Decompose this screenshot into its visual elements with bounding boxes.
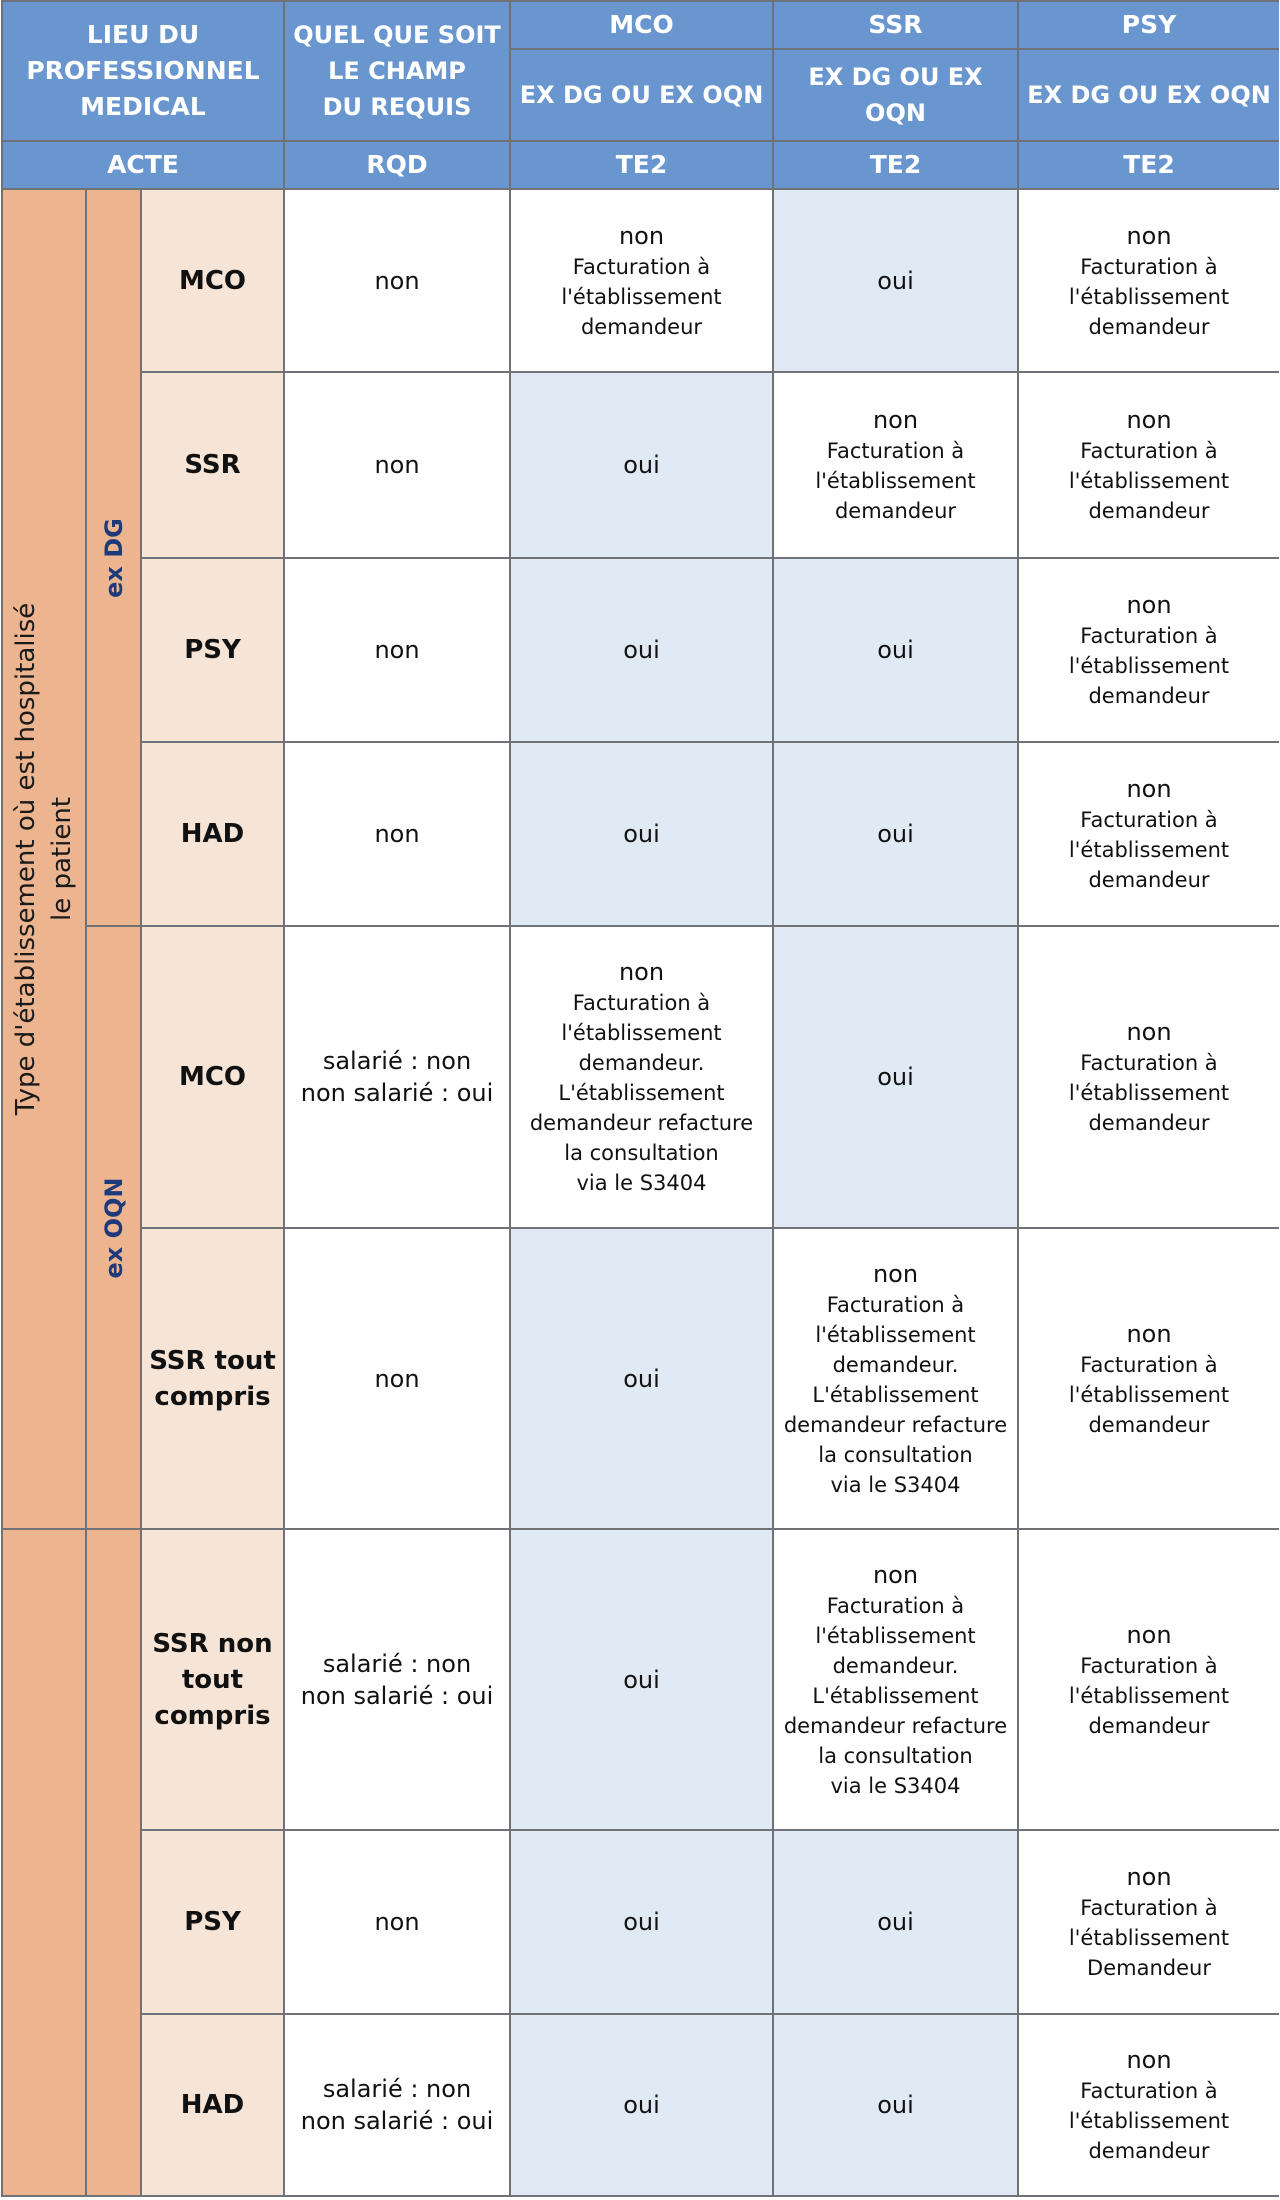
- table-row: [2, 1529, 1279, 1830]
- te2-psy-main: non: [1126, 591, 1172, 619]
- ex-dg-label: ex DG: [99, 517, 128, 598]
- te2-psy-detail: Facturation à l'établissement demandeur: [1068, 254, 1230, 339]
- te2-psy-cell: [1018, 2014, 1279, 2196]
- te2-ssr-main: non: [872, 1560, 919, 1589]
- te2-ssr-main: oui: [877, 820, 914, 848]
- te2-psy-main: non: [1126, 775, 1172, 803]
- te2-ssr-main: non: [872, 1259, 919, 1288]
- te2-mco-main: oui: [623, 1908, 660, 1936]
- te2-mco-cell: [510, 372, 773, 558]
- header-quel: QUEL QUE SOIT LE CHAMP DU REQUIS: [284, 1, 510, 141]
- ex-dg-cell: [86, 189, 141, 926]
- rqd-cell: non: [284, 1830, 510, 2014]
- te2-ssr-main: non: [872, 406, 919, 434]
- te2-ssr-main: oui: [877, 266, 914, 295]
- te2-mco-detail: Facturation à l'établissement demandeur: [561, 254, 722, 339]
- te2-psy-main: non: [1126, 1620, 1172, 1649]
- table-row: [2, 926, 1279, 1228]
- header-te2-mco: TE2: [510, 141, 773, 189]
- te2-psy-cell: [1018, 372, 1279, 558]
- te2-ssr-main: oui: [877, 636, 914, 664]
- te2-ssr-cell: [773, 926, 1018, 1228]
- type-empty-cell: [2, 1529, 86, 1830]
- te2-psy-main: non: [1126, 1863, 1172, 1891]
- header-acte: ACTE: [2, 141, 284, 189]
- te2-ssr-cell: [773, 742, 1018, 926]
- ex-oqn-cell: [86, 926, 141, 1529]
- rqd-cell: non: [284, 558, 510, 742]
- header-row-1: [2, 1, 1279, 49]
- te2-mco-cell: [510, 926, 773, 1228]
- table-row: [2, 1830, 1279, 2014]
- header-ssr-sub: EX DG OU EX OQN: [773, 49, 1018, 141]
- te2-mco-main: oui: [623, 451, 660, 479]
- header-mco-sub: EX DG OU EX OQN: [510, 49, 773, 141]
- te2-mco-main: oui: [623, 820, 660, 848]
- rqd-cell: salarié : non non salarié : oui: [284, 1529, 510, 1830]
- te2-mco-cell: [510, 742, 773, 926]
- ex-oqn-label: ex OQN: [99, 1176, 128, 1279]
- te2-ssr-cell: [773, 372, 1018, 558]
- rqd-cell: non: [284, 742, 510, 926]
- header-te2-ssr: TE2: [773, 141, 1018, 189]
- table-row: [2, 2014, 1279, 2196]
- header-rqd: RQD: [284, 141, 510, 189]
- header-te2-psy: TE2: [1018, 141, 1279, 189]
- te2-psy-cell: [1018, 1529, 1279, 1830]
- te2-psy-detail: Facturation à l'établissement demandeur: [1068, 808, 1230, 892]
- rqd-cell: non: [284, 189, 510, 372]
- te2-mco-cell: [510, 1529, 773, 1830]
- te2-ssr-cell: [773, 1529, 1018, 1830]
- te2-ssr-cell: [773, 2014, 1018, 2196]
- rqd-cell: salarié : non non salarié : oui: [284, 2014, 510, 2196]
- header-psy-sub: EX DG OU EX OQN: [1018, 49, 1279, 141]
- te2-ssr-main: oui: [877, 1908, 914, 1936]
- te2-psy-detail: Facturation à l'établissement demandeur: [1068, 1653, 1230, 1738]
- te2-psy-cell: [1018, 1228, 1279, 1529]
- te2-ssr-main: oui: [877, 1063, 914, 1091]
- te2-mco-detail: Facturation à l'établissement demandeur. L'établissement demandeur refacture la consultation via le S3404: [529, 991, 754, 1195]
- te2-mco-main: non: [618, 221, 665, 250]
- acte-cell: SSR: [141, 372, 284, 558]
- te2-ssr-detail: Facturation à l'établissement demandeur: [815, 439, 976, 523]
- acte-cell: HAD: [141, 2014, 284, 2196]
- te2-psy-cell: [1018, 1830, 1279, 2014]
- type-empty-cell: [2, 2014, 86, 2196]
- header-psy: PSY: [1018, 1, 1279, 49]
- acte-cell: MCO: [141, 189, 284, 372]
- rqd-cell: salarié : non non salarié : oui: [284, 926, 510, 1228]
- acte-cell: SSR non tout compris: [141, 1529, 284, 1830]
- te2-ssr-cell: [773, 1228, 1018, 1529]
- te2-psy-main: non: [1126, 221, 1172, 250]
- table-row: [2, 558, 1279, 742]
- sub-empty-cell: [86, 2014, 141, 2196]
- header-mco: MCO: [510, 1, 773, 49]
- te2-ssr-cell: [773, 558, 1018, 742]
- type-label: Type d'établissement où est hospitalisé le patient: [11, 602, 77, 1116]
- table-row: [2, 1228, 1279, 1529]
- sub-empty-cell: [86, 1529, 141, 1830]
- acte-cell: PSY: [141, 1830, 284, 2014]
- acte-cell: SSR tout compris: [141, 1228, 284, 1529]
- acte-cell: PSY: [141, 558, 284, 742]
- te2-mco-cell: [510, 558, 773, 742]
- table-row: [2, 189, 1279, 372]
- sub-empty-cell: [86, 1830, 141, 2014]
- type-label-cell: [2, 189, 86, 1529]
- table-row: [2, 742, 1279, 926]
- te2-mco-main: oui: [623, 1364, 660, 1393]
- te2-ssr-cell: [773, 1830, 1018, 2014]
- te2-psy-main: non: [1126, 1319, 1172, 1348]
- te2-ssr-detail: Facturation à l'établissement demandeur. L'établissement demandeur refacture la consultation via le S3404: [783, 1292, 1008, 1497]
- te2-mco-main: non: [618, 958, 665, 986]
- te2-mco-cell: [510, 1228, 773, 1529]
- billing-table: [1, 0, 1279, 2197]
- acte-cell: HAD: [141, 742, 284, 926]
- type-empty-cell: [2, 1830, 86, 2014]
- te2-ssr-cell: [773, 189, 1018, 372]
- te2-psy-main: non: [1126, 2046, 1172, 2074]
- te2-mco-cell: [510, 2014, 773, 2196]
- te2-mco-main: oui: [623, 2091, 660, 2119]
- te2-mco-cell: [510, 189, 773, 372]
- te2-mco-main: oui: [623, 636, 660, 664]
- acte-cell: MCO: [141, 926, 284, 1228]
- te2-mco-main: oui: [623, 1665, 660, 1694]
- header-lieu: LIEU DU PROFESSIONNEL MEDICAL: [2, 1, 284, 141]
- te2-psy-detail: Facturation à l'établissement Demandeur: [1068, 1896, 1230, 1980]
- te2-psy-detail: Facturation à l'établissement demandeur: [1068, 2079, 1230, 2163]
- te2-psy-detail: Facturation à l'établissement demandeur: [1068, 439, 1230, 523]
- te2-psy-cell: [1018, 742, 1279, 926]
- te2-psy-detail: Facturation à l'établissement demandeur: [1068, 624, 1230, 708]
- te2-ssr-detail: Facturation à l'établissement demandeur. L'établissement demandeur refacture la consultation via le S3404: [783, 1593, 1008, 1798]
- te2-ssr-main: oui: [877, 2091, 914, 2119]
- te2-psy-main: non: [1126, 406, 1172, 434]
- te2-psy-main: non: [1126, 1018, 1172, 1046]
- te2-psy-cell: [1018, 558, 1279, 742]
- rqd-cell: non: [284, 372, 510, 558]
- te2-psy-detail: Facturation à l'établissement demandeur: [1068, 1051, 1230, 1135]
- te2-psy-detail: Facturation à l'établissement demandeur: [1068, 1352, 1230, 1437]
- te2-mco-cell: [510, 1830, 773, 2014]
- te2-psy-cell: [1018, 189, 1279, 372]
- header-row-3: [2, 141, 1279, 189]
- rqd-cell: non: [284, 1228, 510, 1529]
- te2-psy-cell: [1018, 926, 1279, 1228]
- header-ssr: SSR: [773, 1, 1018, 49]
- table-row: [2, 372, 1279, 558]
